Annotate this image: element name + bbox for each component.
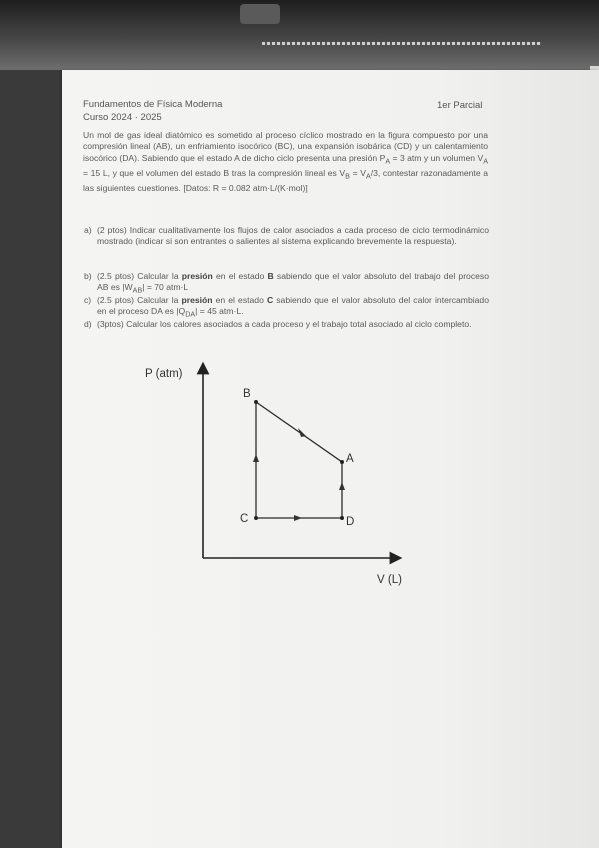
- label-c: C: [240, 513, 249, 525]
- question-text: (2 ptos) Indicar cualitativamente los flujos de calor asociados a cada proceso de ciclo termodinámico mostrado (indicar si son entrantes o salientes al sistema explicando brevemente la respuesta).: [97, 225, 489, 247]
- course-year: Curso 2024 · 2025: [83, 112, 162, 123]
- label-a: A: [346, 453, 354, 465]
- arrow-cd: [294, 515, 302, 521]
- question-label: c): [84, 295, 92, 305]
- exam-name: 1er Parcial: [437, 100, 483, 111]
- label-d: D: [346, 516, 355, 528]
- question-label: d): [84, 319, 92, 329]
- x-axis-label: V (L): [377, 574, 402, 586]
- state-d-point: [340, 516, 344, 520]
- question-text: (2.5 ptos) Calcular la presión en el estado C sabiendo que el valor absoluto del calor intercambiado en el proceso DA es $|Q_{DA}| = 45$ atm·L.: [97, 295, 489, 320]
- state-a-point: [340, 460, 344, 464]
- cycle-path: [256, 402, 342, 518]
- y-axis-label: P (atm): [145, 368, 183, 380]
- label-b: B: [243, 388, 251, 400]
- question-label: b): [84, 271, 92, 281]
- arrow-da: [339, 482, 345, 490]
- state-c-point: [254, 516, 258, 520]
- arrow-bc: [253, 454, 259, 462]
- question-label: a): [84, 225, 92, 235]
- question-text: (2.5 ptos) Calcular la presión en el estado B sabiendo que el valor absoluto del trabajo del proceso AB es $|W_{AB}| = 70$ atm·L: [97, 271, 489, 296]
- state-b-point: [254, 400, 258, 404]
- course-title: Fundamentos de Física Moderna: [83, 99, 223, 110]
- problem-statement: Un mol de gas ideal diatómico es sometido al proceso cíclico mostrado en la figura compuesto por una compresión lineal (AB), un enfriamiento isocórico (BC), una expansión isobárica (CD) y un calentamiento isocórico (DA). Sabiendo que el estado A de dicho ciclo presenta una presión $P_A = 3$ atm y un volumen $V_A = 15$ L, y que el volumen del estado B tras la compresión lineal es $V_B = V_A/3$, contestar razonadamente a las siguientes cuestiones. [Datos: R = 0.082 atm·L/(K·mol)]: [83, 130, 488, 194]
- question-text: (3ptos) Calcular los calores asociados a cada proceso y el trabajo total asociado al ciclo completo.: [97, 319, 472, 329]
